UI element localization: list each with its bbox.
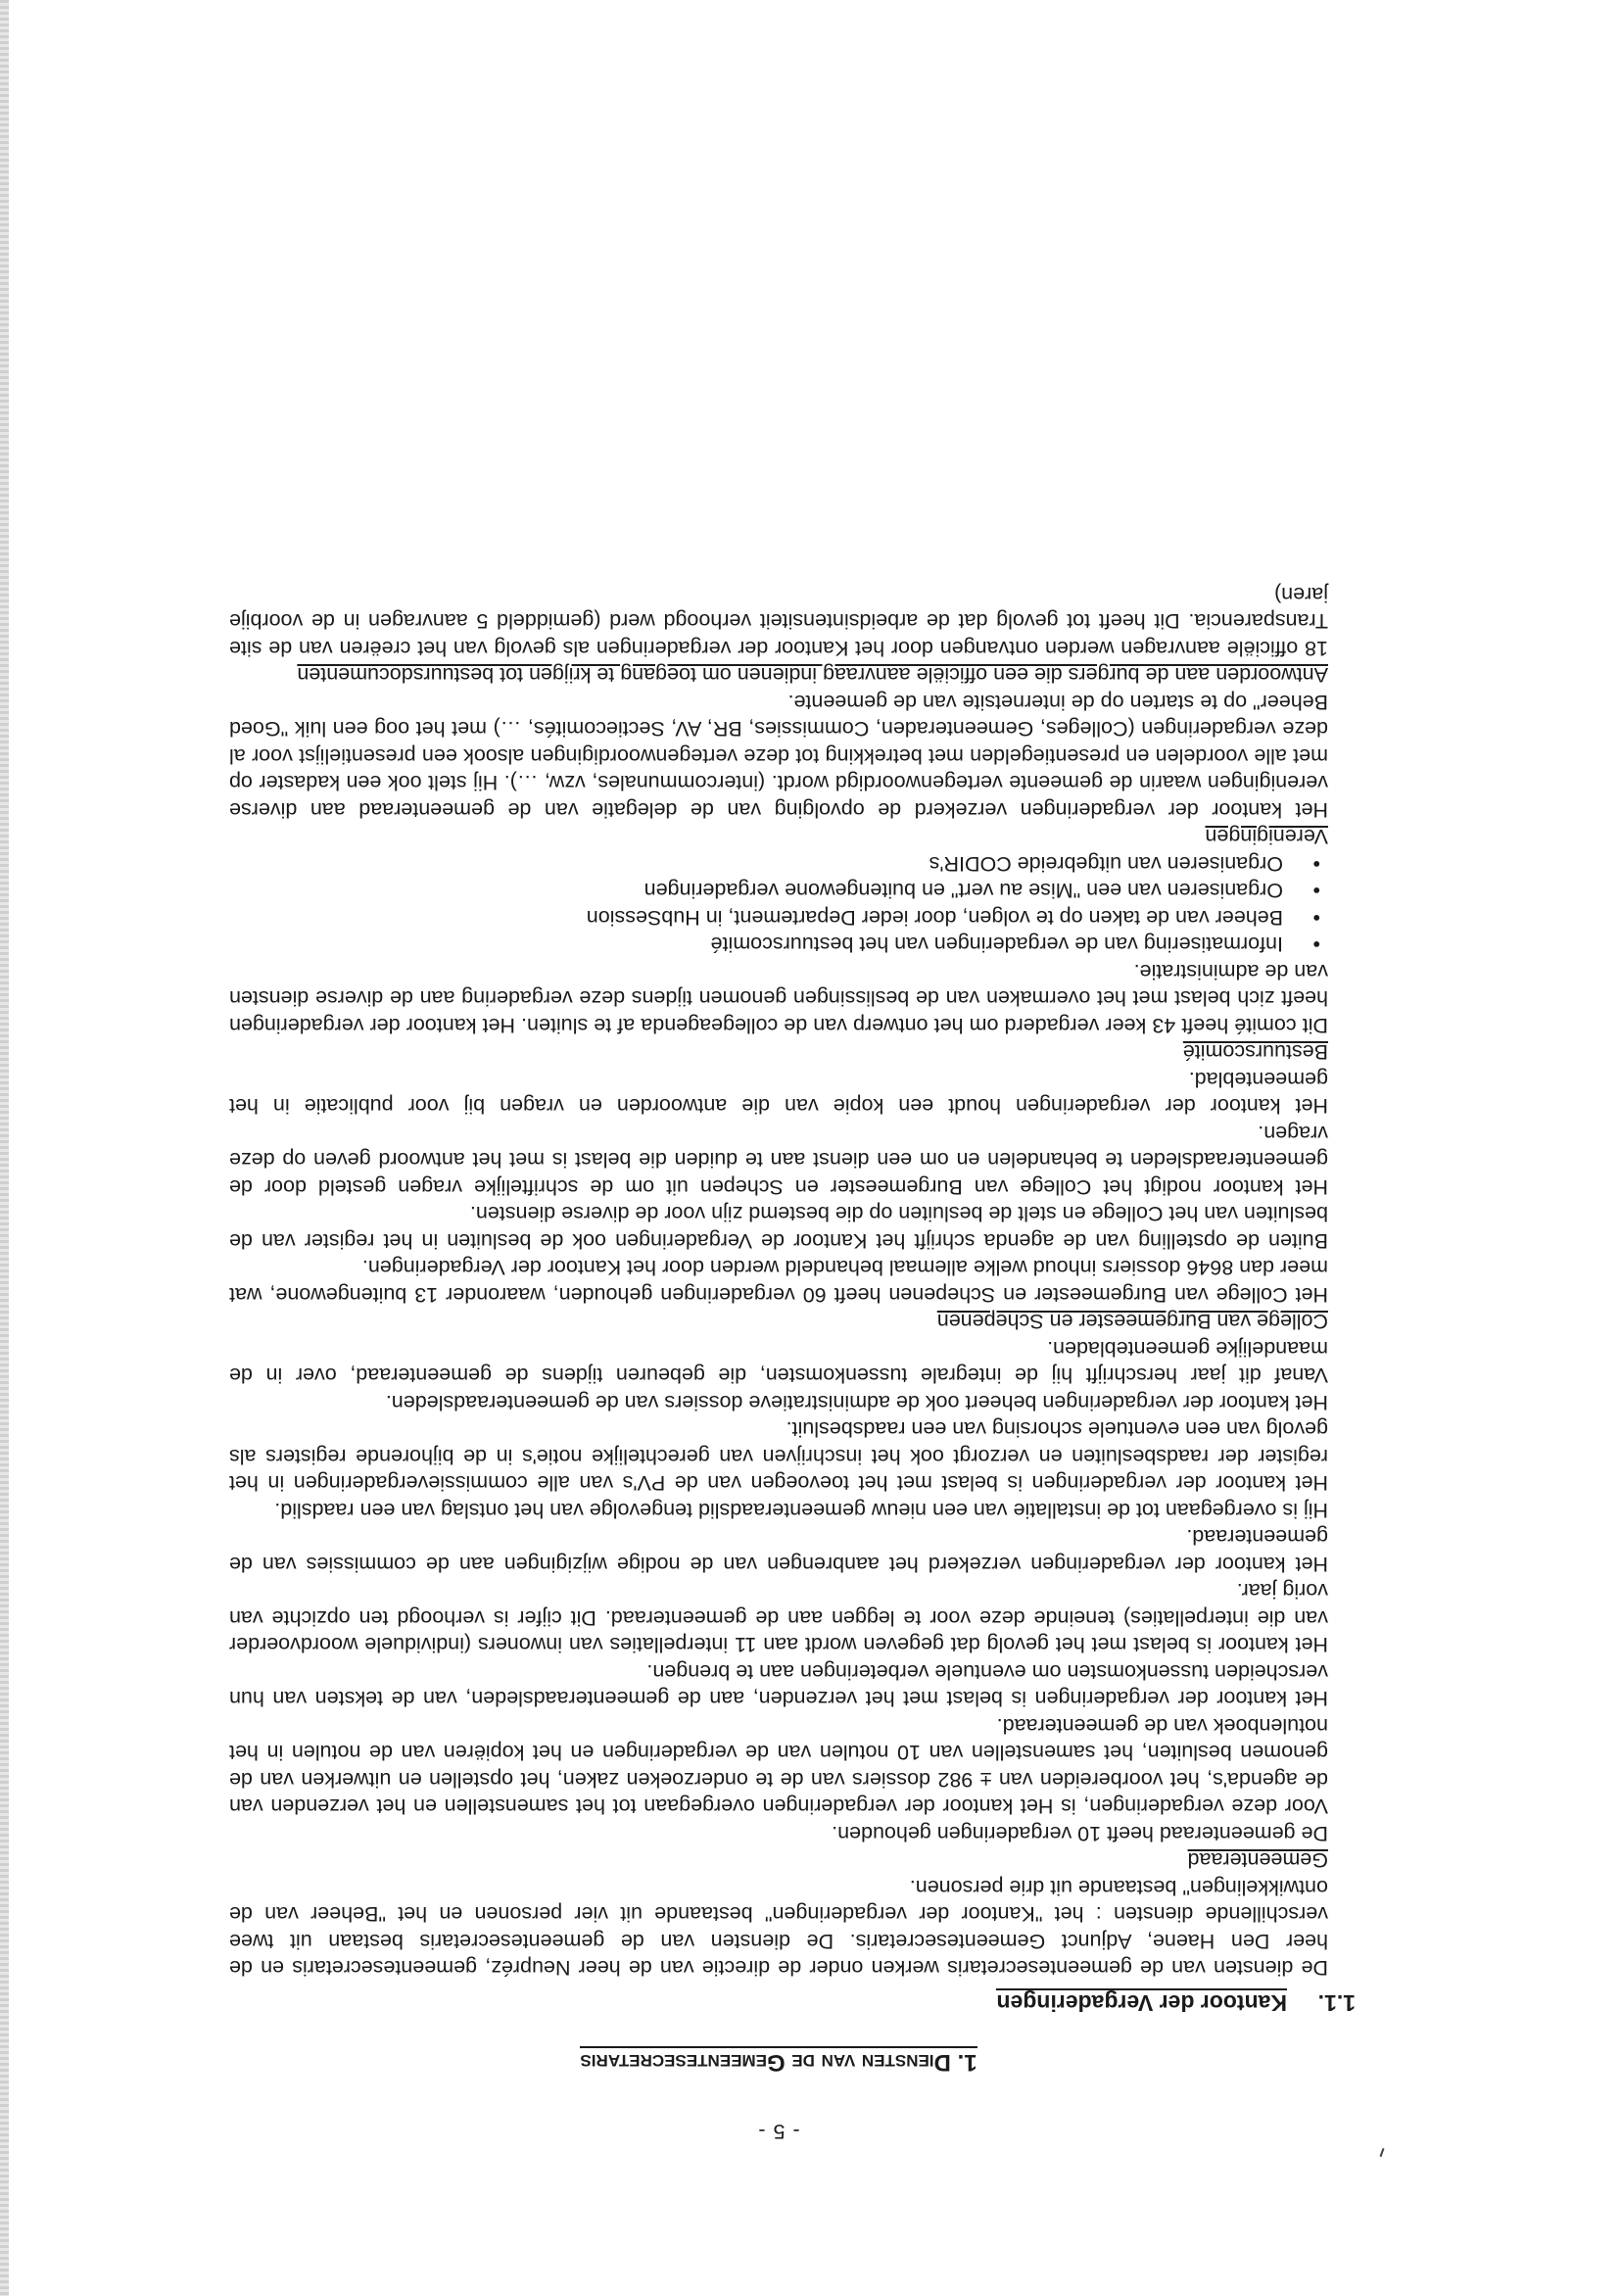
college-heading: College van Burgemeester en Schepenen <box>936 1310 1328 1334</box>
college-paragraph: Buiten de opstelling van de agenda schrijft het Kantoor de Vergaderingen ook de besluiten in het register van de besluiten van het College en stelt de besluiten op die bestemd zijn voor de diverse diensten. <box>229 1202 1328 1253</box>
gemeenteraad-paragraph: De gemeenteraad heeft 10 vergaderingen gehouden. <box>832 1822 1328 1845</box>
antwoorden-paragraph: 18 officiële aanvragen werden ontvangen door het Kantoor der vergaderingen als gevolg van het creëren van de site Transparencia. Dit heeft tot gevolg dat de arbeidsintensiteit verhoogd werd (gemiddeld 5 aanvragen in de voorbije jaren) <box>229 583 1328 660</box>
scan-mark <box>1380 2148 1385 2157</box>
section-title: Kantoor der Vergaderingen <box>996 1990 1287 2016</box>
gemeenteraad-heading: Gemeenteraad <box>1187 1848 1328 1873</box>
page-content <box>229 581 1356 2145</box>
gemeenteraad-paragraph: Hij is overgegaan tot de installatie van een nieuw gemeenteraadslid tengevolge van het ontslag van een raadslid. <box>274 1499 1328 1522</box>
intro-paragraph: De diensten van de gemeentesecretaris werken onder de directie van de heer Neupréz, gemeentesecretaris en de heer Den Haene, Adjunct Gemeentesecretaris. De diensten van de gemeentesecretaris bestaan uit twee verschillende diensten : het "Kantoor der vergaderingen" bestaande uit vier personen en het "Beheer van de ontwikkelingen" bestaande uit drie personen. <box>229 1876 1328 1981</box>
list-item: • Beheer van de taken op te volgen, door ieder Departement, in HubSession <box>229 904 1283 932</box>
gemeenteraad-paragraph: Het kantoor is belast met het gevolg dat gegeven wordt aan 11 interpellaties van inwoners (individuele woordvoerder van die interpellaties) teneinde deze voor te leggen aan de gemeenteraad. Dit cijfer is verhoogd ten opzichte van vorig jaar. <box>229 1579 1328 1657</box>
gemeenteraad-paragraph: Het kantoor der vergaderingen verzekerd het aanbrengen van de nodige wijzigingen aan de commissies van de gemeenteraad. <box>229 1525 1328 1576</box>
gemeenteraad-paragraph: Het kantoor der vergaderingen is belast met het verzenden, aan de gemeenteraadsleden, van de teksten van hun verscheiden tussenkomsten om eventuele verbeteringen aan te brengen. <box>229 1660 1328 1711</box>
gemeenteraad-paragraph: Vanaf dit jaar herschrijft hij de integrale tussenkomsten, die gebeuren tijdens de gemeenteraad, over in de maandelijke gemeentebladen. <box>229 1337 1328 1388</box>
page-number: - 5 - <box>757 2120 800 2143</box>
bestuurscomite-list <box>229 850 1328 958</box>
section-heading <box>229 1989 1356 2017</box>
chapter-title <box>229 2049 1328 2077</box>
bestuurscomite-paragraph: Dit comité heeft 43 keer vergaderd om het ontwerp van de collegeagenda af te sluiten. Het kantoor der vergaderingen heeft zich belast met het overmaken van de beslissingen genomen tijdens deze vergadering aan de diverse diensten van de administratie. <box>229 960 1328 1037</box>
college-paragraph: Het College van Burgemeester en Schepenen heeft 60 vergaderingen gehouden, waaronder 13 buitengewone, wat meer dan 8646 dossiers inhoud welke allemaal behandeld werden door het Kantoor der Vergaderingen. <box>229 1256 1328 1307</box>
college-paragraph: Het kantoor der vergaderingen houdt een kopie van die antwoorden en vragen bij voor publicatie in het gemeenteblad. <box>229 1068 1328 1119</box>
verenigingen-paragraph: Het kantoor der vergaderingen verzekerd de opvolging van de delegatie van de gemeenteraad aan diverse verenigingen waarin de gemeente vertegenwoordigd wordt. (intercommunales, vzw, …). Hij stelt ook een kadaster op met alle voordelen en presentiegelden met betrekking tot deze vertegenwoordigingen alsook een presentielijst voor al deze vergaderingen (Colleges, Gemeenteraden, Commissies, BR, AV, Sectiecomités, …) met het oog een luik "Goed Beheer" op te starten op de internetsite van de gemeente. <box>229 691 1328 822</box>
gemeenteraad-paragraph: Voor deze vergaderingen, is Het kantoor der vergaderingen overgegaan tot het samenstellen en het verzenden van de agenda's, het voorbereiden van ± 982 dossiers van de te onderzoeken zaken, het opstellen en uitwerken van de genomen besluiten, het samenstellen van 10 notulen van de vergaderingen en het kopiëren van de notulen in het notulenboek van de gemeenteraad. <box>229 1714 1328 1819</box>
bestuurscomite-heading: Bestuurscomité <box>1182 1040 1328 1065</box>
college-paragraph: Het kantoor nodigt het College van Burgemeester en Schepen uit om de schriftelijke vragen gesteld door de gemeenteraadsleden te behandelen en om een dienst aan te duiden die belast is met het antwoord geven op deze vragen. <box>229 1122 1328 1199</box>
gemeenteraad-paragraph: Het kantoor der vergaderingen beheert ook de administratieve dossiers van de gemeenteraadsleden. <box>385 1391 1328 1414</box>
list-item: • Organiseren van een "Mise au vert" en buitengewone vergaderingen <box>229 877 1283 904</box>
antwoorden-heading: Antwoorden aan de burgers die een officiële aanvraag indienen om toegang te krijgen tot bestuursdocumenten <box>297 663 1328 688</box>
verenigingen-heading: Verenigingen <box>1205 825 1328 849</box>
list-item: • Organiseren van uitgebreide CODIR's <box>229 850 1283 878</box>
gemeenteraad-paragraph: Het kantoor der vergaderingen is belast met het toevoegen van de PV's van alle commissievergaderingen in het register der raadsbesluiten en verzorgt ook het inschrijven van gerechtelijke notie's in de bijhorende registers als gevolg van een eventuele schorsing van een raadsbesluit. <box>229 1417 1328 1496</box>
section-number: 1.1. <box>1317 1990 1356 2016</box>
list-item: • Informatisering van de vergaderingen van het bestuurscomité <box>229 931 1283 958</box>
chapter-title-text: 1. Diensten van de Gemeentesecretaris <box>580 2047 977 2077</box>
